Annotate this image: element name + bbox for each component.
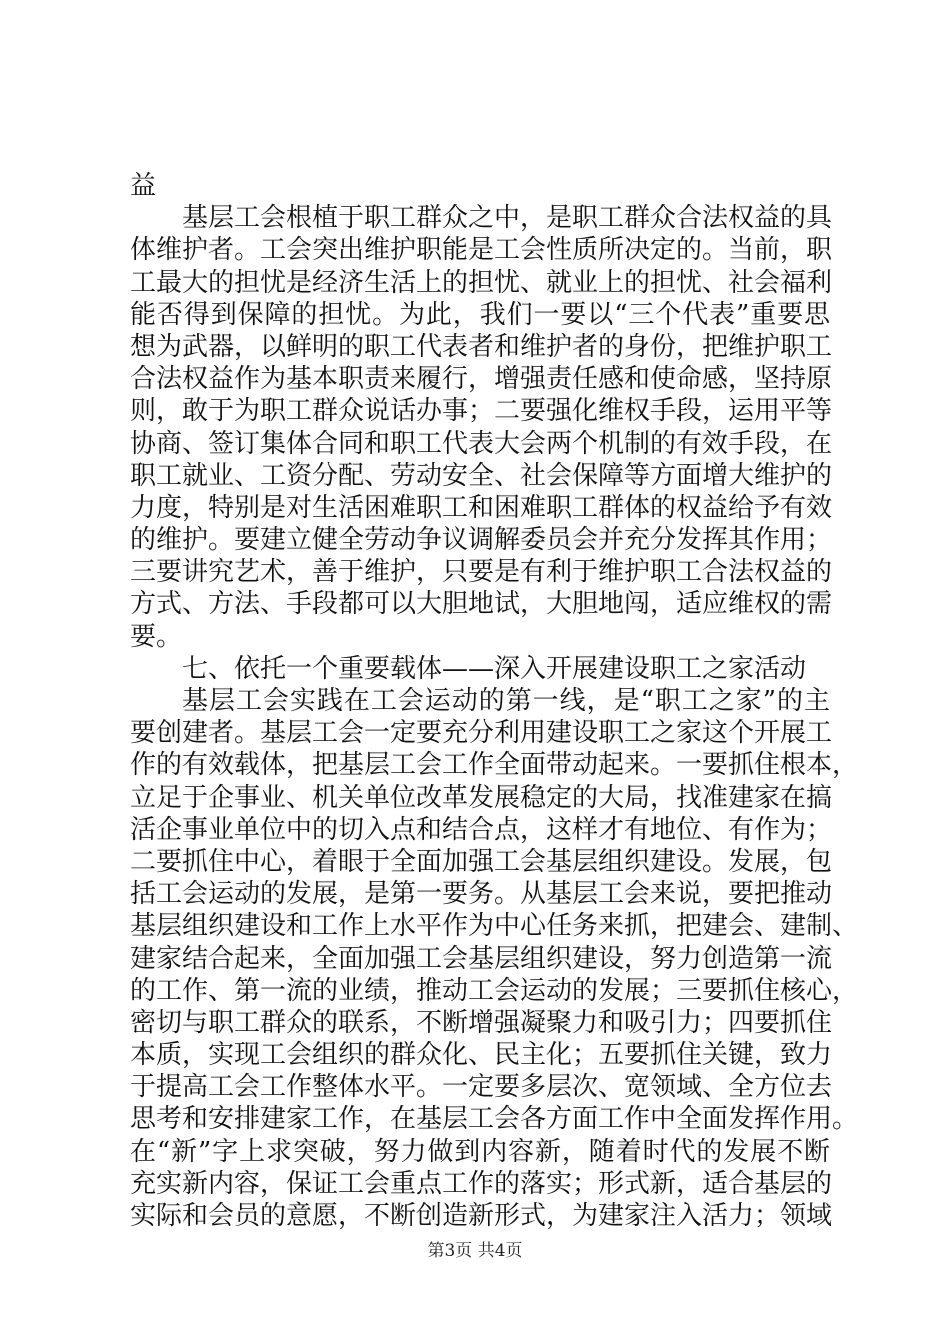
text-line: 力度，特别是对生活困难职工和困难职工群体的权益给予有效	[130, 492, 833, 523]
text-line: 想为武器，以鲜明的职工代表者和维护者的身份，把维护职工	[130, 331, 833, 362]
text-line: 的维护。要建立健全劳动争议调解委员会并充分发挥其作用；	[130, 525, 833, 556]
text-line: 括工会运动的发展，是第一要务。从基层工会来说，要把推动	[130, 879, 833, 910]
text-line: 三要讲究艺术，善于维护，只要是有利于维护职工合法权益的	[130, 557, 833, 588]
text-line: 在“新”字上求突破，努力做到内容新，随着时代的发展不断	[130, 1136, 830, 1167]
text-line: 充实新内容，保证工会重点工作的落实；形式新，适合基层的	[130, 1168, 833, 1199]
text-line: 则，敢于为职工群众说话办事；二要强化维权手段，运用平等	[130, 396, 833, 427]
page-number-footer: 第3页 共4页	[427, 1241, 523, 1261]
text-line: 于提高工会工作整体水平。一定要多层次、宽领域、全方位去	[130, 1072, 833, 1103]
text-line: 的工作、第一流的业绩，推动工会运动的发展；三要抓住核心，	[130, 975, 859, 1006]
text-line: 体维护者。工会突出维护职能是工会性质所决定的。当前，职	[130, 235, 833, 266]
text-line: 基层组织建设和工作上水平作为中心任务来抓，把建会、建制、	[130, 911, 859, 942]
text-line: 益	[130, 171, 157, 201]
text-line: 合法权益作为基本职责来履行，增强责任感和使命感，坚持原	[130, 364, 833, 395]
text-line: 活企事业单位中的切入点和结合点，这样才有地位、有作为；	[130, 814, 833, 845]
text-line: 要创建者。基层工会一定要充分利用建设职工之家这个开展工	[130, 718, 833, 749]
text-line: 立足于企事业、机关单位改革发展稳定的大局，找准建家在搞	[130, 782, 833, 813]
document-body	[130, 170, 859, 1232]
text-line: 密切与职工群众的联系，不断增强凝聚力和吸引力；四要抓住	[130, 1007, 833, 1038]
text-line: 二要抓住中心，着眼于全面加强工会基层组织建设。发展，包	[130, 846, 833, 877]
text-line: 本质，实现工会组织的群众化、民主化；五要抓住关键，致力	[130, 1040, 833, 1071]
text-line: 要。	[130, 621, 183, 652]
section-heading: 七、依托一个重要载体——深入开展建设职工之家活动	[182, 653, 807, 684]
text-line: 思考和安排建家工作，在基层工会各方面工作中全面发挥作用。	[130, 1104, 859, 1135]
text-line: 实际和会员的意愿，不断创造新形式，为建家注入活力；领域	[130, 1201, 833, 1231]
text-line: 作的有效载体，把基层工会工作全面带动起来。一要抓住根本，	[130, 750, 859, 781]
paragraph-first-line: 基层工会实践在工会运动的第一线，是“职工之家”的主	[182, 686, 830, 716]
text-line: 能否得到保障的担忧。为此，我们一要以“三个代表”重要思	[130, 299, 830, 330]
text-line: 方式、方法、手段都可以大胆地试，大胆地闯，适应维权的需	[130, 589, 833, 620]
text-line: 建家结合起来，全面加强工会基层组织建设，努力创造第一流	[130, 943, 833, 974]
text-line: 职工就业、工资分配、劳动安全、社会保障等方面增大维护的	[130, 460, 833, 491]
paragraph-first-line: 基层工会根植于职工群众之中，是职工群众合法权益的具	[182, 203, 833, 234]
text-line: 协商、签订集体合同和职工代表大会两个机制的有效手段，在	[130, 428, 833, 459]
text-line: 工最大的担忧是经济生活上的担忧、就业上的担忧、社会福利	[130, 267, 833, 298]
